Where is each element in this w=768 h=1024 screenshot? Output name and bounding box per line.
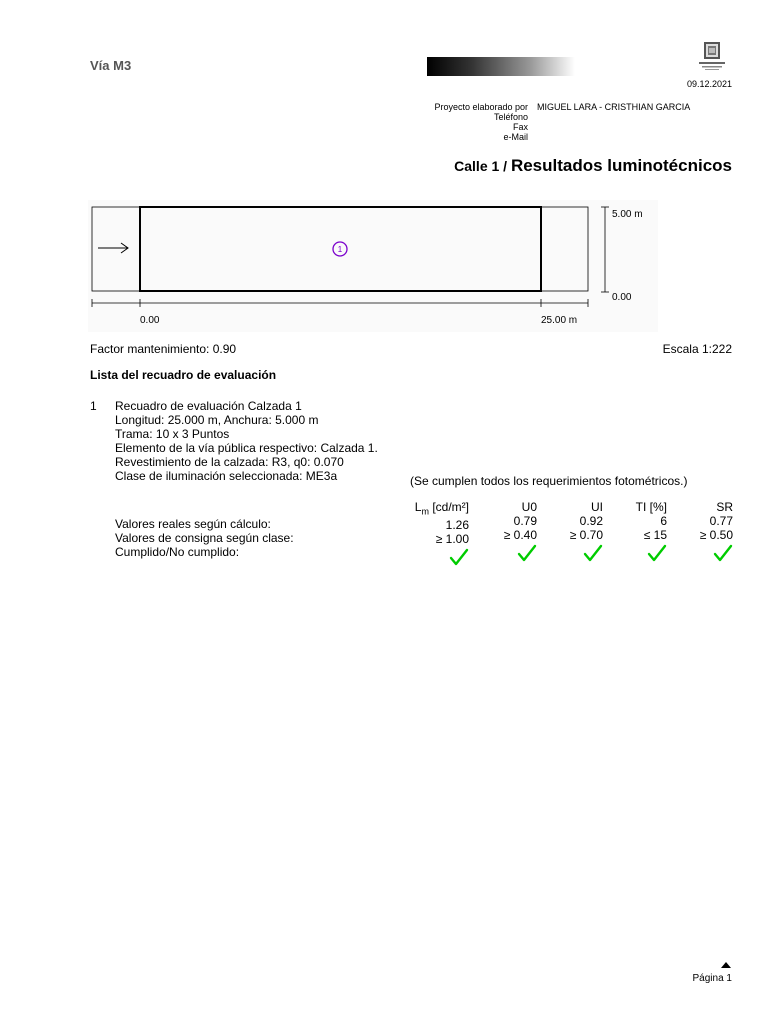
- target-value: ≥ 0.40: [503, 528, 537, 542]
- page-up-arrow-icon: [721, 962, 731, 968]
- scale-label: Escala 1:222: [662, 342, 732, 356]
- column-header: U0: [521, 500, 537, 514]
- page-title: [454, 156, 732, 176]
- label-email: e-Mail: [503, 132, 528, 142]
- item-line: Recuadro de evaluación Calzada 1: [115, 399, 302, 413]
- table-column-sr: [653, 500, 733, 562]
- item-line: Revestimiento de la calzada: R3, q0: 0.070: [115, 455, 344, 469]
- column-header: $L_m$ [cd/m²]: [414, 500, 469, 517]
- y-axis-top-label: 5.00 m: [612, 209, 643, 220]
- x-axis-end-label: 25.00 m: [541, 315, 578, 326]
- maintenance-factor: Factor mantenimiento: 0.90: [90, 342, 237, 356]
- requirements-met-note: (Se cumplen todos los requerimientos fotométricos.): [410, 474, 688, 488]
- project-meta-labels: [400, 102, 528, 142]
- row-label-compliance: Cumplido/No cumplido:: [115, 545, 240, 559]
- author-name: MIGUEL LARA - CRISTHIAN GARCIA: [537, 102, 691, 112]
- label-elaborado: Proyecto elaborado por: [434, 102, 528, 112]
- item-line: Longitud: 25.000 m, Anchura: 5.000 m: [115, 413, 319, 427]
- real-value: 0.77: [709, 514, 733, 528]
- target-value: ≤ 15: [643, 528, 667, 542]
- target-value: ≥ 0.50: [699, 528, 733, 542]
- university-seal-icon: [695, 40, 729, 72]
- column-header: TI [%]: [635, 500, 667, 514]
- row-label-target: Valores de consigna según clase:: [115, 531, 294, 545]
- real-value: 1.26: [445, 518, 469, 533]
- checkmark-icon: [653, 544, 733, 562]
- label-fax: Fax: [512, 122, 528, 132]
- real-value: 0.92: [579, 514, 603, 528]
- real-value: 6: [660, 514, 667, 528]
- document-date: 09.12.2021: [686, 79, 732, 89]
- title-main: Resultados luminotécnicos: [510, 156, 732, 175]
- table-row-labels: [115, 517, 294, 559]
- column-header: SR: [716, 500, 733, 514]
- x-axis-start-label: 0.00: [140, 315, 160, 326]
- item-line: Elemento de la vía pública respectivo: Calzada 1.: [115, 441, 378, 455]
- page-number: Página 1: [692, 973, 732, 984]
- field-marker-label: 1: [337, 245, 343, 254]
- title-prefix: Calle 1 /: [454, 158, 511, 174]
- evaluation-item-details: [115, 399, 378, 483]
- header-gradient-bar: [427, 57, 575, 76]
- y-axis-bottom-label: 0.00: [612, 292, 632, 303]
- evaluation-list-title: Lista del recuadro de evaluación: [90, 368, 277, 382]
- target-value: ≥ 1.00: [435, 532, 469, 547]
- item-line: Trama: 10 x 3 Puntos: [115, 427, 230, 441]
- project-name: Vía M3: [90, 58, 132, 73]
- road-diagram: [88, 200, 658, 332]
- item-line: Clase de iluminación seleccionada: ME3a: [115, 469, 338, 483]
- item-number: 1: [90, 399, 97, 413]
- real-value: 0.79: [513, 514, 537, 528]
- row-label-real: Valores reales según cálculo:: [115, 517, 271, 531]
- column-header: UI: [591, 500, 603, 514]
- label-telefono: Teléfono: [493, 112, 528, 122]
- target-value: ≥ 0.70: [569, 528, 603, 542]
